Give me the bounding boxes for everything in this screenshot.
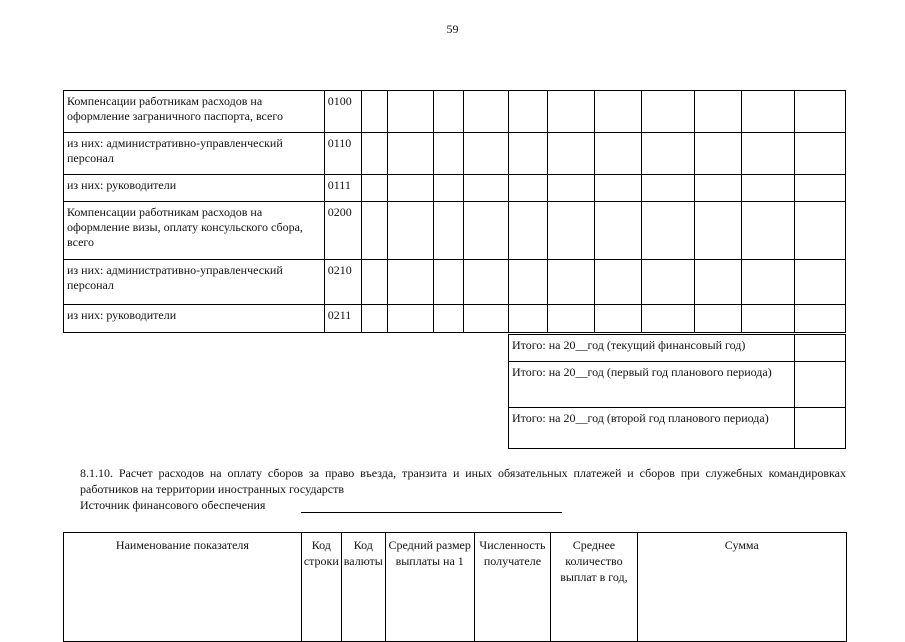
- header-recipients-count: Численность получателе: [474, 533, 551, 642]
- funding-source-blank: [301, 511, 562, 513]
- fees-table-grid: [63, 532, 847, 642]
- totals-row: [509, 408, 846, 449]
- table-row: [64, 133, 846, 175]
- header-average-payment: Средний размер выплаты на 1: [385, 533, 474, 642]
- row-code: 0200: [324, 202, 361, 260]
- table-row: [64, 260, 846, 305]
- header-sum: Сумма: [637, 533, 846, 642]
- expenses-table: [63, 90, 846, 334]
- row-name: из них: руководители: [64, 305, 325, 333]
- row-code: 0211: [324, 305, 361, 333]
- expenses-table-grid: [63, 90, 846, 333]
- totals-label: Итого: на 20__год (текущий финансовый год): [509, 335, 795, 362]
- table-row: [64, 91, 846, 133]
- row-code: 0110: [324, 133, 361, 175]
- row-name: Компенсации работникам расходов на оформление визы, оплату консульского сбора, всего: [64, 202, 325, 260]
- page-number: 59: [446, 22, 459, 36]
- table-row: [64, 175, 846, 202]
- row-name: из них: административно-управленческий персонал: [64, 260, 325, 305]
- totals-grid: [508, 334, 846, 449]
- table-row: [64, 202, 846, 260]
- header-row-code: Код строки: [301, 533, 341, 642]
- header-indicator-name: Наименование показателя: [64, 533, 302, 642]
- totals-table: [508, 334, 846, 449]
- totals-label: Итого: на 20__год (первый год планового периода): [509, 362, 795, 408]
- totals-row: [509, 335, 846, 362]
- row-name: Компенсации работникам расходов на оформление заграничного паспорта, всего: [64, 91, 325, 133]
- header-currency-code: Код валюты: [341, 533, 385, 642]
- funding-source-label: Источник финансового обеспечения: [80, 498, 266, 512]
- row-name: из них: руководители: [64, 175, 325, 202]
- header-average-payments-per-year: Среднее количество выплат в год,: [551, 533, 637, 642]
- row-code: 0111: [324, 175, 361, 202]
- totals-label: Итого: на 20__год (второй год планового периода): [509, 408, 795, 449]
- section-title: 8.1.10. Расчет расходов на оплату сборов за право въезда, транзита и иных обязательных платежей и сборов при служебных командировках работников на территории иностранных государств: [80, 466, 846, 496]
- totals-row: [509, 362, 846, 408]
- row-code: 0100: [324, 91, 361, 133]
- table-row: [64, 305, 846, 333]
- row-name: из них: административно-управленческий персонал: [64, 133, 325, 175]
- row-code: 0210: [324, 260, 361, 305]
- fees-table: [63, 532, 847, 642]
- fees-header-row: [64, 533, 847, 642]
